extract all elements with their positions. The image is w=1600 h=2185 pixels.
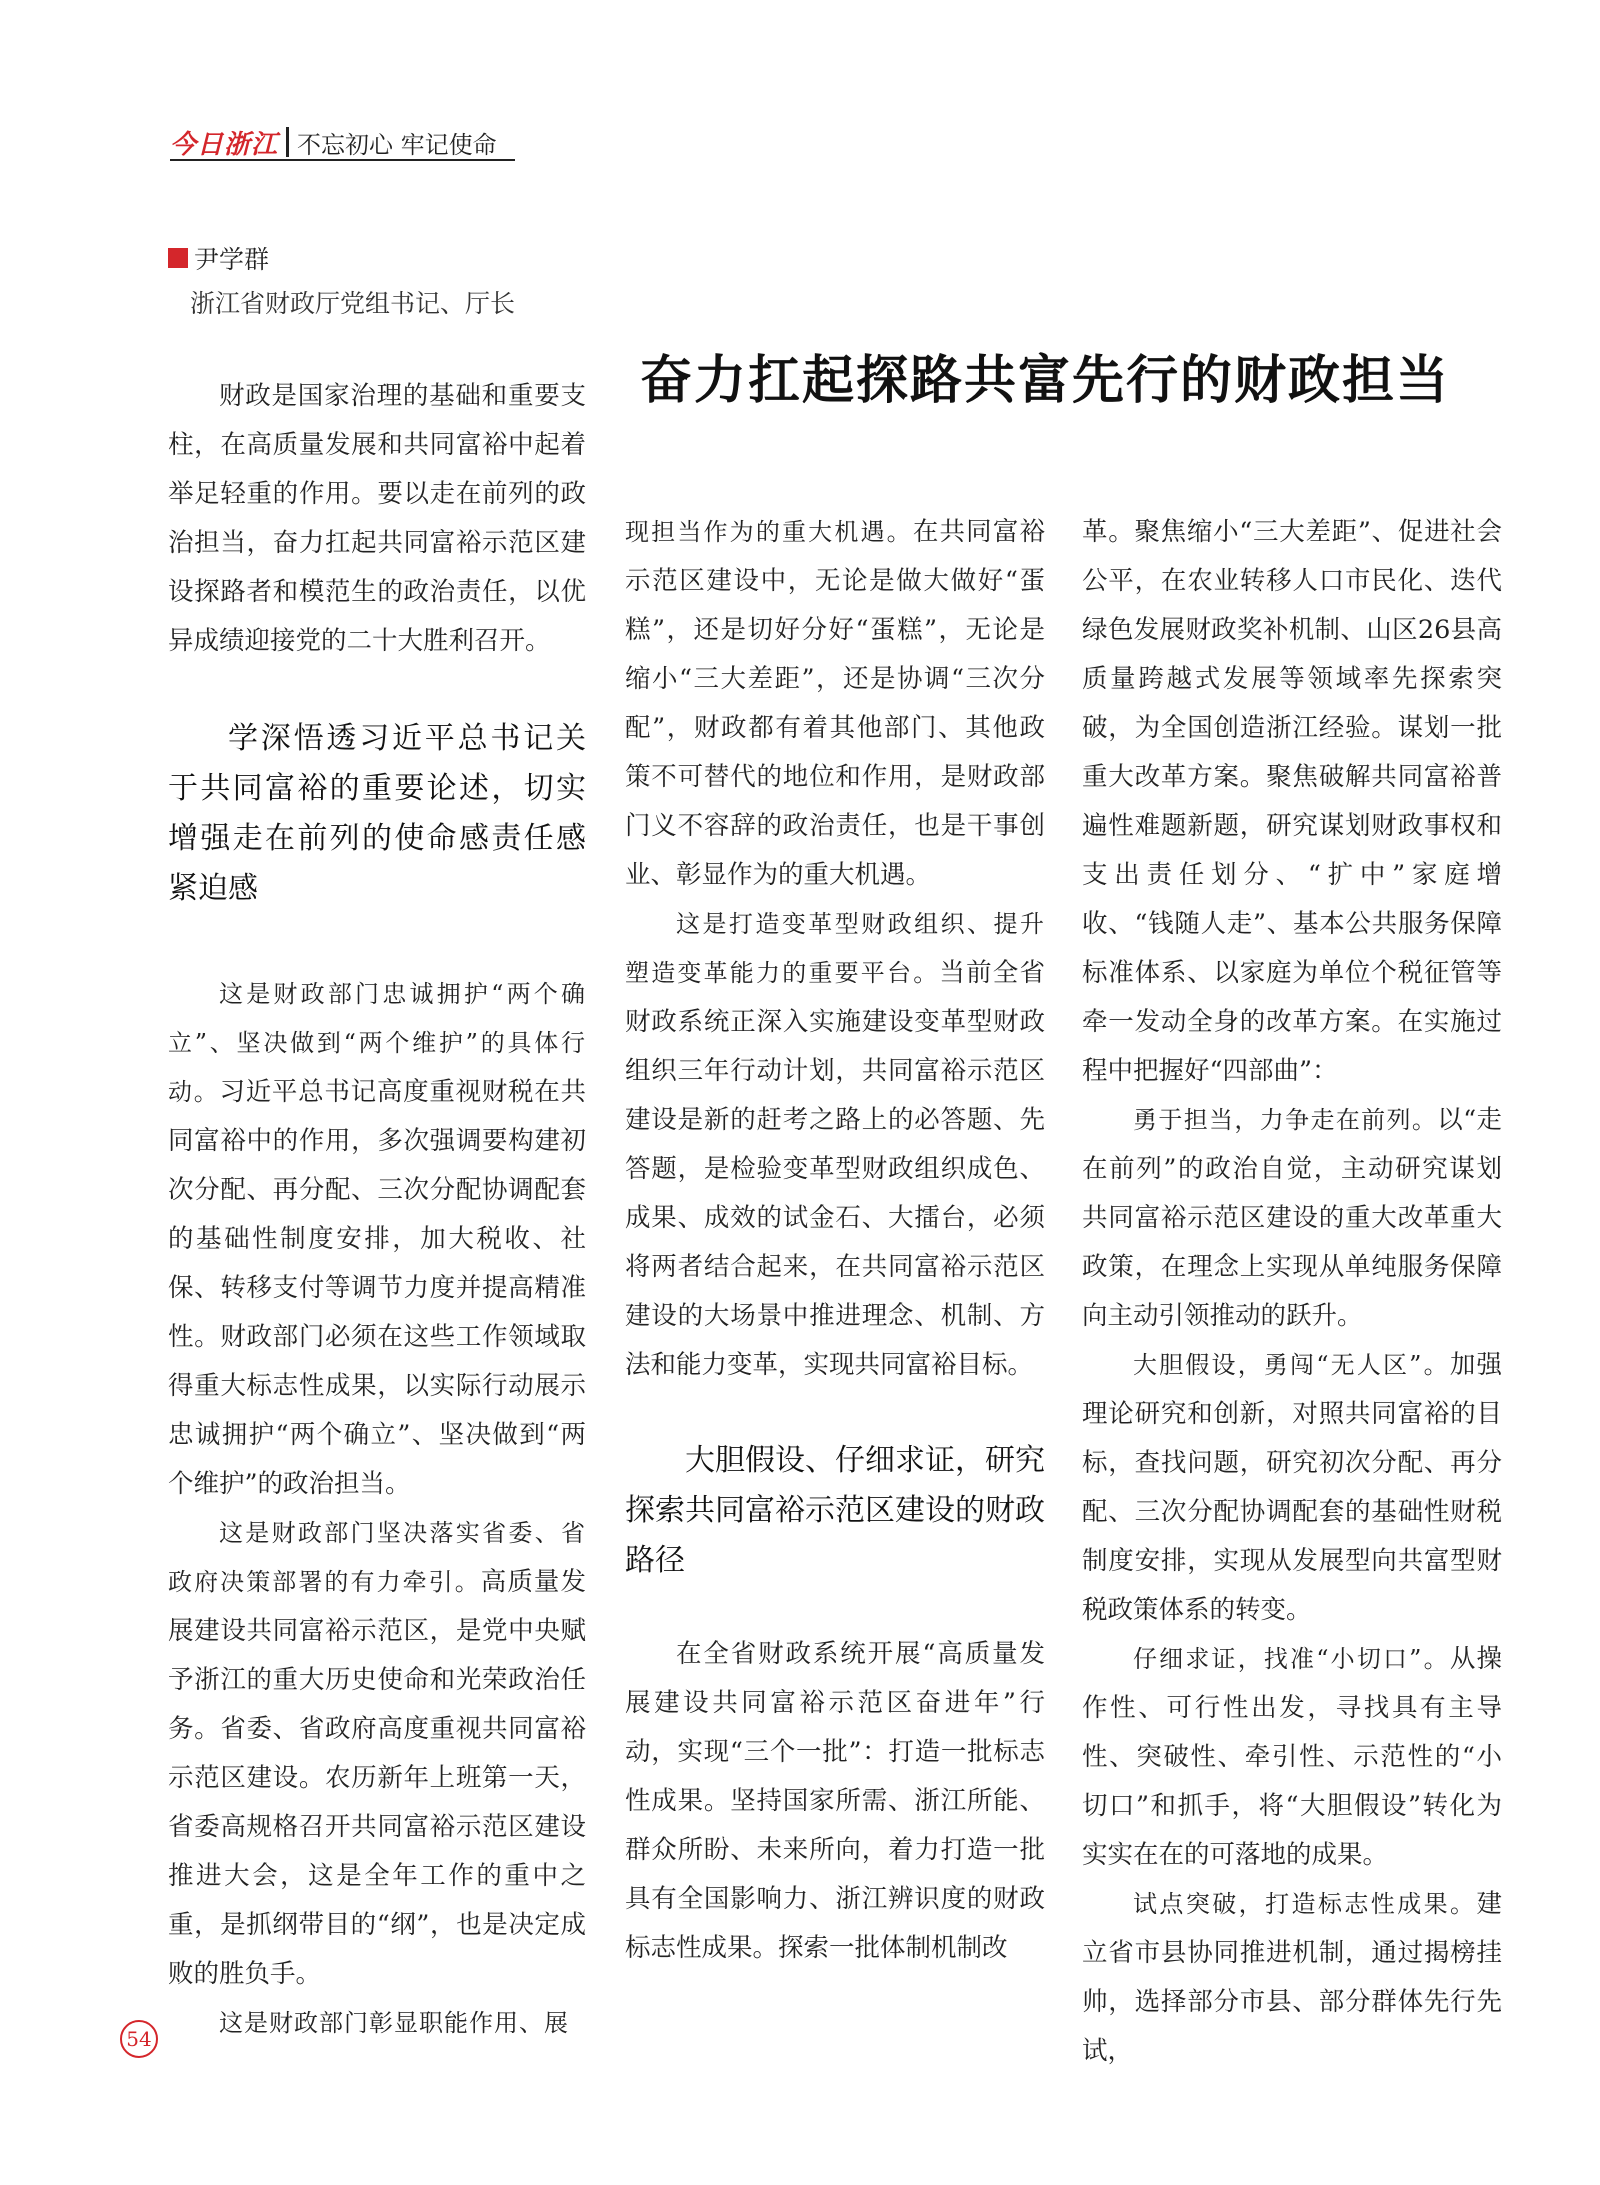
lead-phrase: 现担当作为的重大机遇。 xyxy=(625,518,913,546)
paragraph-body: 当前全省财政系统正深入实施建设变革型财政组织三年行动计划，共同富裕示范区建设是新的赶考之路上的必答题、先答题，是检验变革型财政组织成色、成果、成效的试金石、大擂台，必须将两者结合起来，在共同富裕示范区建设的大场景中推进理念、机制、方法和能力变革，实现共同富裕目标。 xyxy=(625,958,1045,1380)
text-column-3 xyxy=(1082,508,1502,2076)
lead-phrase: 试点突破，打造标志性成果。 xyxy=(1133,1890,1477,1918)
red-square-icon xyxy=(168,248,188,268)
paragraph xyxy=(168,1509,586,1999)
paragraph-body: 习近平总书记高度重视财税在共同富裕中的作用，多次强调要构建初次分配、再分配、三次分配协调配套的基础性制度安排，加大税收、社保、转移支付等调节力度并提高精准性。财政部门必须在这些工作领域取得重大标志性成果，以实际行动展示忠诚拥护“两个确立”、坚决做到“两个维护”的政治担当。 xyxy=(168,1077,586,1499)
section-heading: 学深悟透习近平总书记关于共同富裕的重要论述，切实增强走在前列的使命感责任感紧迫感 xyxy=(168,721,586,906)
paragraph xyxy=(625,900,1045,1390)
author-title: 浙江省财政厅党组书记、厅长 xyxy=(190,289,516,318)
paragraph-body: 加强理论研究和创新，对照共同富裕的目标，查找问题，研究初次分配、再分配、三次分配协调配套的基础性财税制度安排，实现从发展型向共富型财税政策体系的转变。 xyxy=(1082,1350,1502,1625)
header-underline xyxy=(170,159,515,161)
paragraph xyxy=(168,970,586,1509)
header-divider xyxy=(286,127,289,157)
magazine-header xyxy=(170,124,497,160)
paragraph xyxy=(1082,1341,1502,1635)
column-slogan: 不忘初心 牢记使命 xyxy=(297,130,497,159)
paragraph xyxy=(168,1999,586,2048)
paragraph xyxy=(1082,1880,1502,2076)
author-name-line xyxy=(168,240,269,276)
lead-phrase: 大胆假设，勇闯“无人区”。 xyxy=(1133,1351,1450,1379)
paragraph-body: 以“走在前列”的政治自觉，主动研究谋划共同富裕示范区建设的重大改革重大政策，在理念上实现从单纯服务保障向主动引领推动的跃升。 xyxy=(1082,1105,1502,1331)
paragraph-body: 从操作性、可行性出发，寻找具有主导性、突破性、牵引性、示范性的“小切口”和抓手，将“大胆假设”转化为实实在在的可落地的成果。 xyxy=(1082,1644,1502,1870)
paragraph: 财政是国家治理的基础和重要支柱，在高质量发展和共同富裕中起着举足轻重的作用。要以走在前列的政治担当，奋力扛起共同富裕示范区建设探路者和模范生的政治责任，以优异成绩迎接党的二十大胜利召开。 xyxy=(168,381,586,656)
text-column-2 xyxy=(625,508,1045,1973)
paragraph-body: 建立省市县协同推进机制，通过揭榜挂帅，选择部分市县、部分群体先行先试， xyxy=(1082,1889,1502,2066)
lead-phrase: 仔细求证，找准“小切口”。 xyxy=(1133,1645,1450,1673)
paragraph xyxy=(625,508,1045,900)
lead-phrase: 这是财政部门彰显职能作用、展 xyxy=(219,2009,569,2037)
paragraph: 革。聚焦缩小“三大差距”、促进社会公平，在农业转移人口市民化、迭代绿色发展财政奖补机制、山区26县高质量跨越式发展等领域率先探索突破，为全国创造浙江经验。谋划一批重大改革方案。聚焦破解共同富裕普遍性难题新题，研究谋划财政事权和支出责任划分、“扩中”家庭增收、“钱随人走”、基本公共服务保障标准体系、以家庭为单位个税征管等牵一发动全身的改革方案。在实施过程中把握好“四部曲”： xyxy=(1082,517,1502,1086)
paragraph-body: 高质量发展建设共同富裕示范区，是党中央赋予浙江的重大历史使命和光荣政治任务。省委、省政府高度重视共同富裕示范区建设。农历新年上班第一天，省委高规格召开共同富裕示范区建设推进大会，这是全年工作的重中之重，是抓纲带目的“纲”，也是决定成败的胜负手。 xyxy=(168,1567,586,1989)
lead-phrase: 这是财政部门忠诚拥护“两个确立”、坚决做到“两个维护”的具体行动。 xyxy=(168,980,586,1106)
author-name: 尹学群 xyxy=(194,245,270,274)
magazine-logo: 今日浙江 xyxy=(170,129,279,160)
text-column-1 xyxy=(168,372,586,2048)
paragraph: 在全省财政系统开展“高质量发展建设共同富裕示范区奋进年”行动，实现“三个一批”：打造一批标志性成果。坚持国家所需、浙江所能、群众所盼、未来所向，着力打造一批具有全国影响力、浙江辨识度的财政标志性成果。探索一批体制机制改 xyxy=(625,1639,1045,1963)
paragraph xyxy=(1082,1635,1502,1880)
article-title: 奋力扛起探路共富先行的财政担当 xyxy=(640,350,1451,411)
paragraph-body: 在共同富裕示范区建设中，无论是做大做好“蛋糕”，还是切好分好“蛋糕”，无论是缩小“三大差距”，还是协调“三次分配”，财政都有着其他部门、其他政策不可替代的地位和作用，是财政部门义不容辞的政治责任，也是干事创业、彰显作为的重大机遇。 xyxy=(625,517,1045,890)
lead-phrase: 这是财政部门坚决落实省委、省政府决策部署的有力牵引。 xyxy=(168,1519,586,1596)
lead-phrase: 勇于担当，力争走在前列。 xyxy=(1133,1106,1438,1134)
page-number: 54 xyxy=(120,2020,158,2058)
paragraph xyxy=(1082,1096,1502,1341)
section-heading: 大胆假设、仔细求证，研究探索共同富裕示范区建设的财政路径 xyxy=(625,1443,1045,1578)
lead-phrase: 这是打造变革型财政组织、提升塑造变革能力的重要平台。 xyxy=(625,910,1045,987)
